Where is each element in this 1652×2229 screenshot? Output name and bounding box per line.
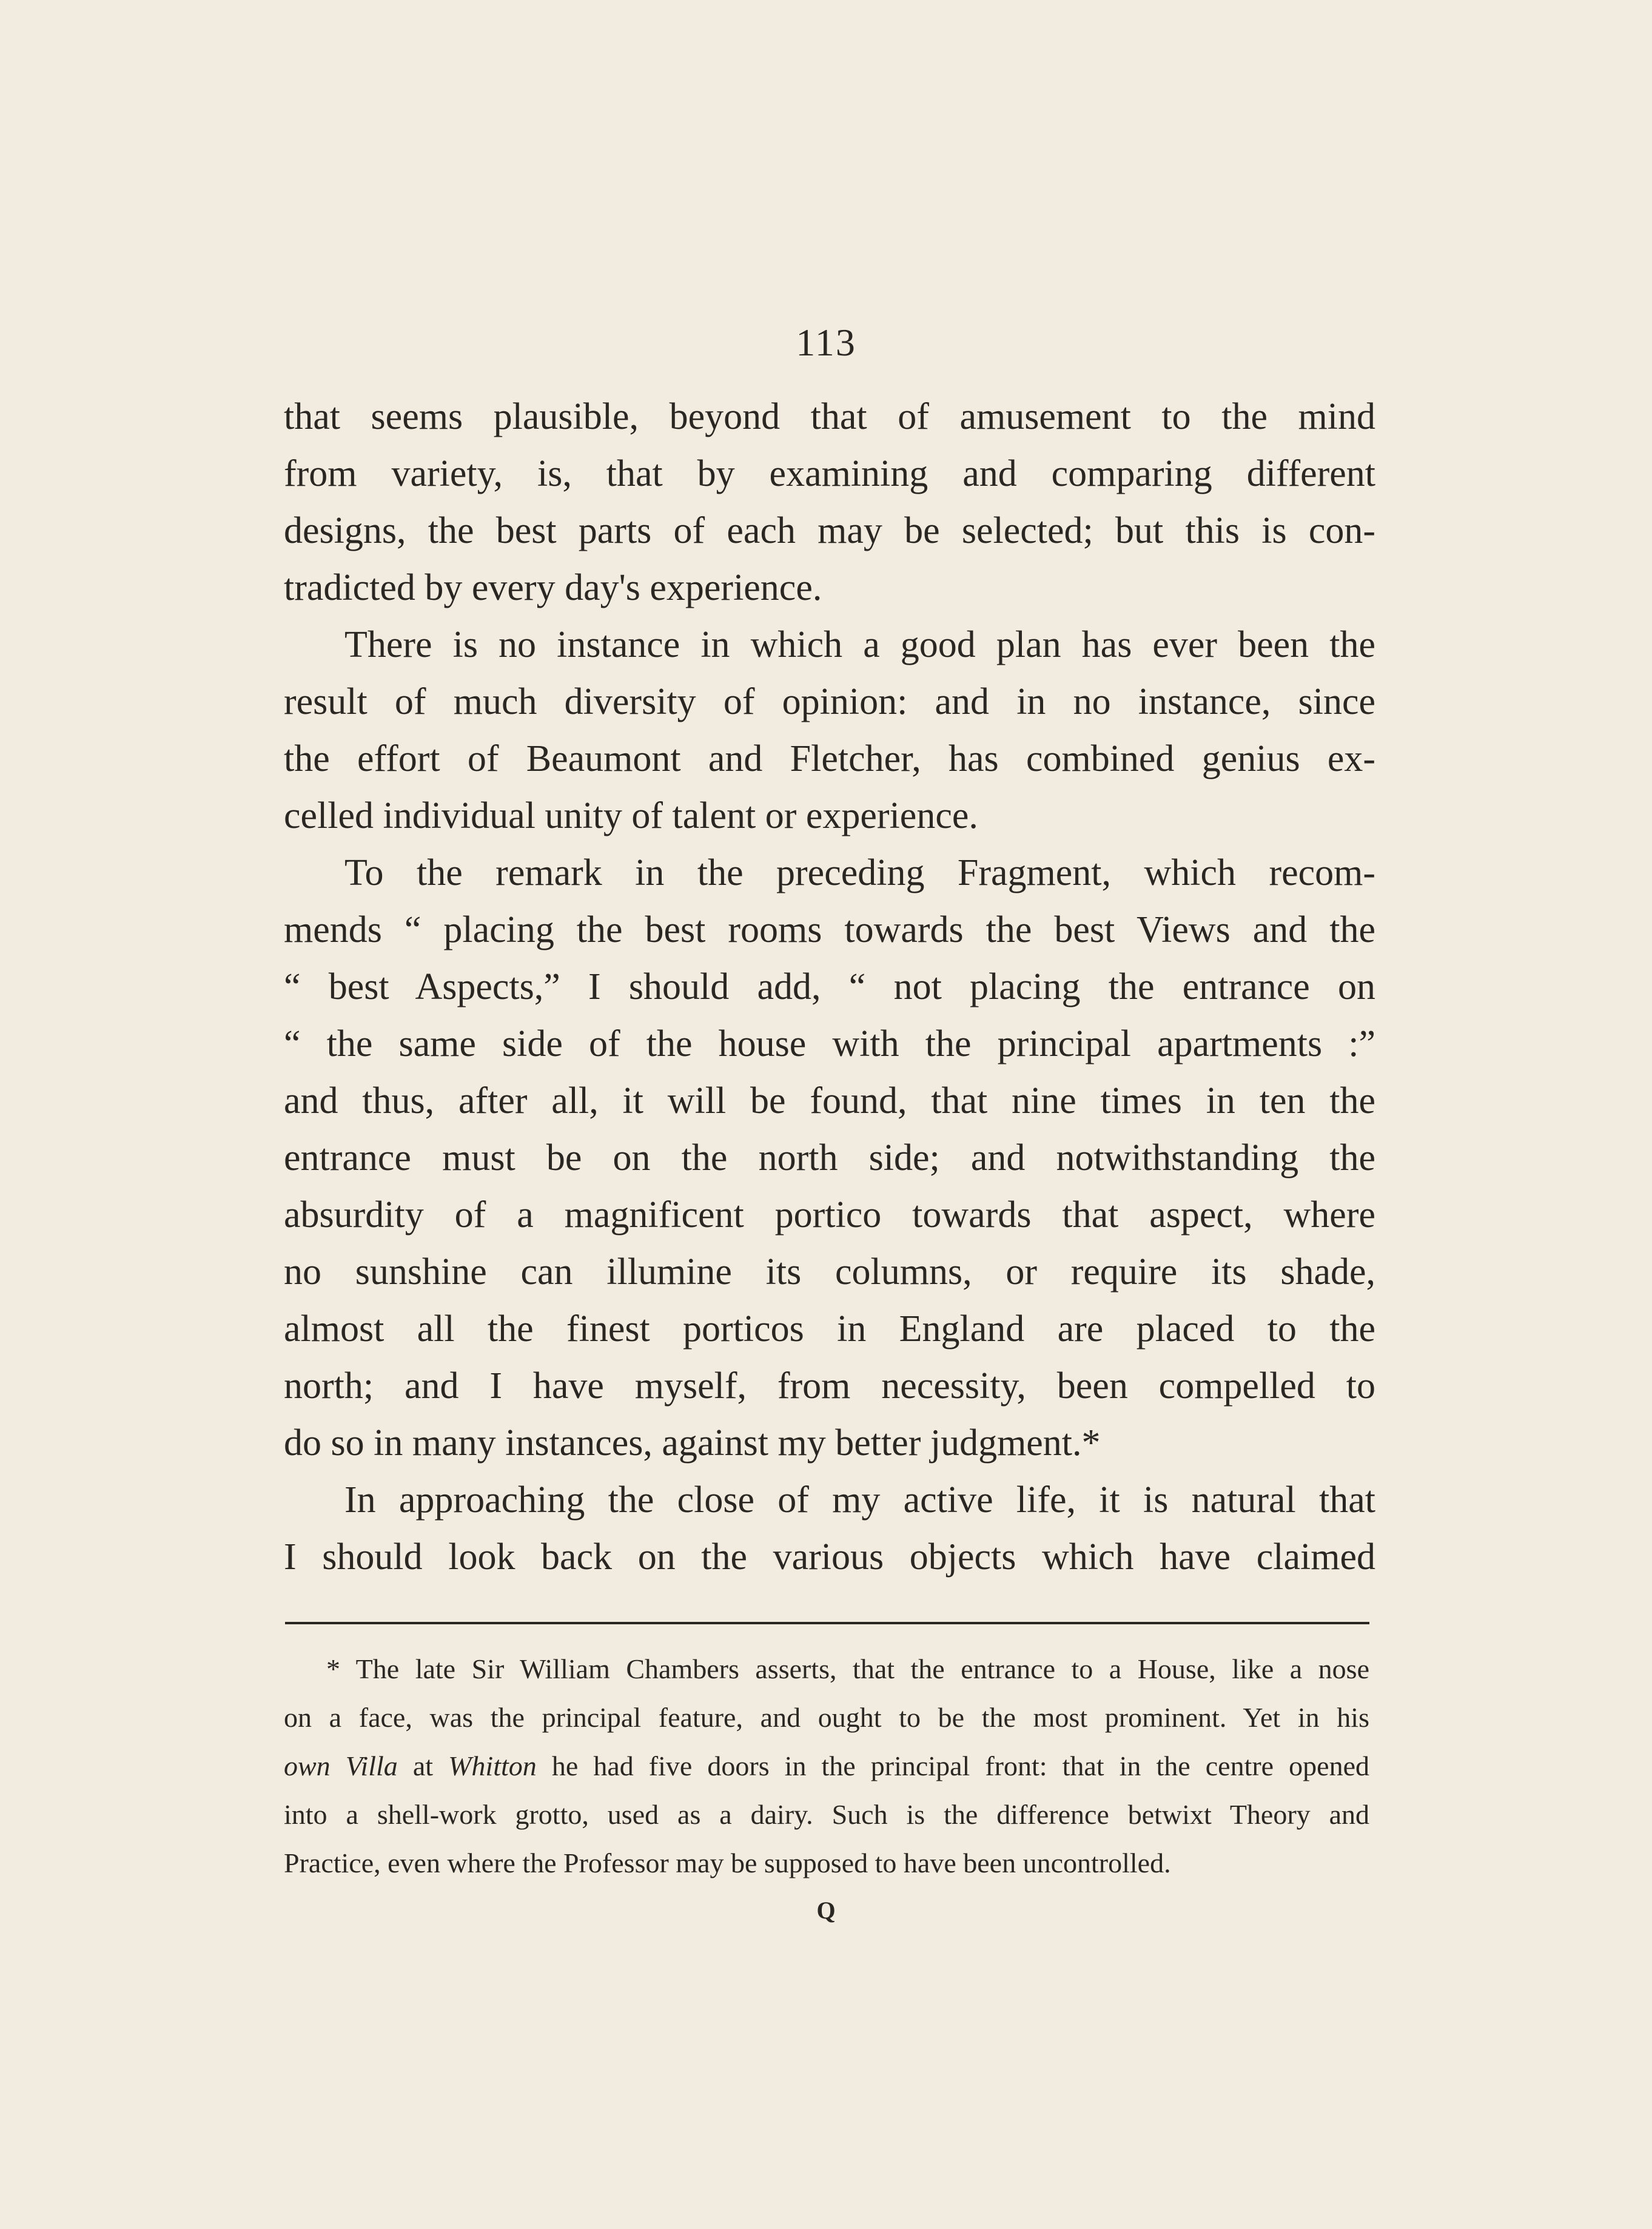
page-number: 113 xyxy=(796,321,856,364)
body-line: I should look back on the various objects which have claimed xyxy=(284,1536,1375,1578)
body-line: There is no instance in which a good plan has ever been the xyxy=(344,624,1375,665)
body-line: mends “ placing the best rooms towards the best Views and the xyxy=(284,909,1375,950)
body-line: from variety, is, that by examining and comparing different xyxy=(284,453,1375,494)
footnote-line: * The late Sir William Chambers asserts, that the entrance to a House, like a nose xyxy=(326,1653,1369,1684)
footnote-line xyxy=(284,1742,1369,1790)
signature-mark: Q xyxy=(816,1897,836,1924)
footnote-text: he had five doors in the principal front: that in the centre opened xyxy=(536,1750,1369,1781)
footnote-line: into a shell-work grotto, used as a dairy. Such is the difference betwixt Theory and xyxy=(284,1799,1369,1830)
footnote-divider xyxy=(285,1622,1369,1624)
body-line: To the remark in the preceding Fragment, which recom- xyxy=(344,852,1375,893)
body-line: entrance must be on the north side; and notwithstanding the xyxy=(284,1137,1375,1178)
footnote-italic-own-villa: own Villa xyxy=(284,1750,398,1781)
body-line: no sunshine can illumine its columns, or require its shade, xyxy=(284,1251,1375,1293)
body-line: almost all the finest porticos in England are placed to the xyxy=(284,1308,1375,1350)
body-line: “ the same side of the house with the principal apartments :” xyxy=(284,1023,1375,1064)
footnote xyxy=(284,1645,1369,1888)
body-line: and thus, after all, it will be found, that nine times in ten the xyxy=(284,1080,1375,1121)
body-line: that seems plausible, beyond that of amusement to the mind xyxy=(284,396,1375,437)
footnote-line: on a face, was the principal feature, and ought to be the most prominent. Yet in his xyxy=(284,1702,1369,1733)
footnote-italic-whitton: Whitton xyxy=(448,1750,537,1781)
body-text xyxy=(284,388,1375,1585)
body-line: do so in many instances, against my better judgment.* xyxy=(284,1422,1101,1464)
body-line: north; and I have myself, from necessity, been compelled to xyxy=(284,1365,1375,1407)
body-line: tradicted by every day's experience. xyxy=(284,567,822,608)
body-line: absurdity of a magnificent portico towards that aspect, where xyxy=(284,1194,1375,1236)
body-line: result of much diversity of opinion: and in no instance, since xyxy=(284,681,1375,722)
body-line: celled individual unity of talent or experience. xyxy=(284,795,978,836)
footnote-line: Practice, even where the Professor may be supposed to have been uncontrolled. xyxy=(284,1847,1171,1878)
body-line: In approaching the close of my active life, it is natural that xyxy=(344,1479,1375,1521)
body-line: designs, the best parts of each may be selected; but this is con- xyxy=(284,510,1375,551)
body-line: “ best Aspects,” I should add, “ not placing the entrance on xyxy=(284,966,1375,1007)
footnote-text: at xyxy=(397,1750,449,1781)
body-line: the effort of Beaumont and Fletcher, has combined genius ex- xyxy=(284,738,1375,779)
